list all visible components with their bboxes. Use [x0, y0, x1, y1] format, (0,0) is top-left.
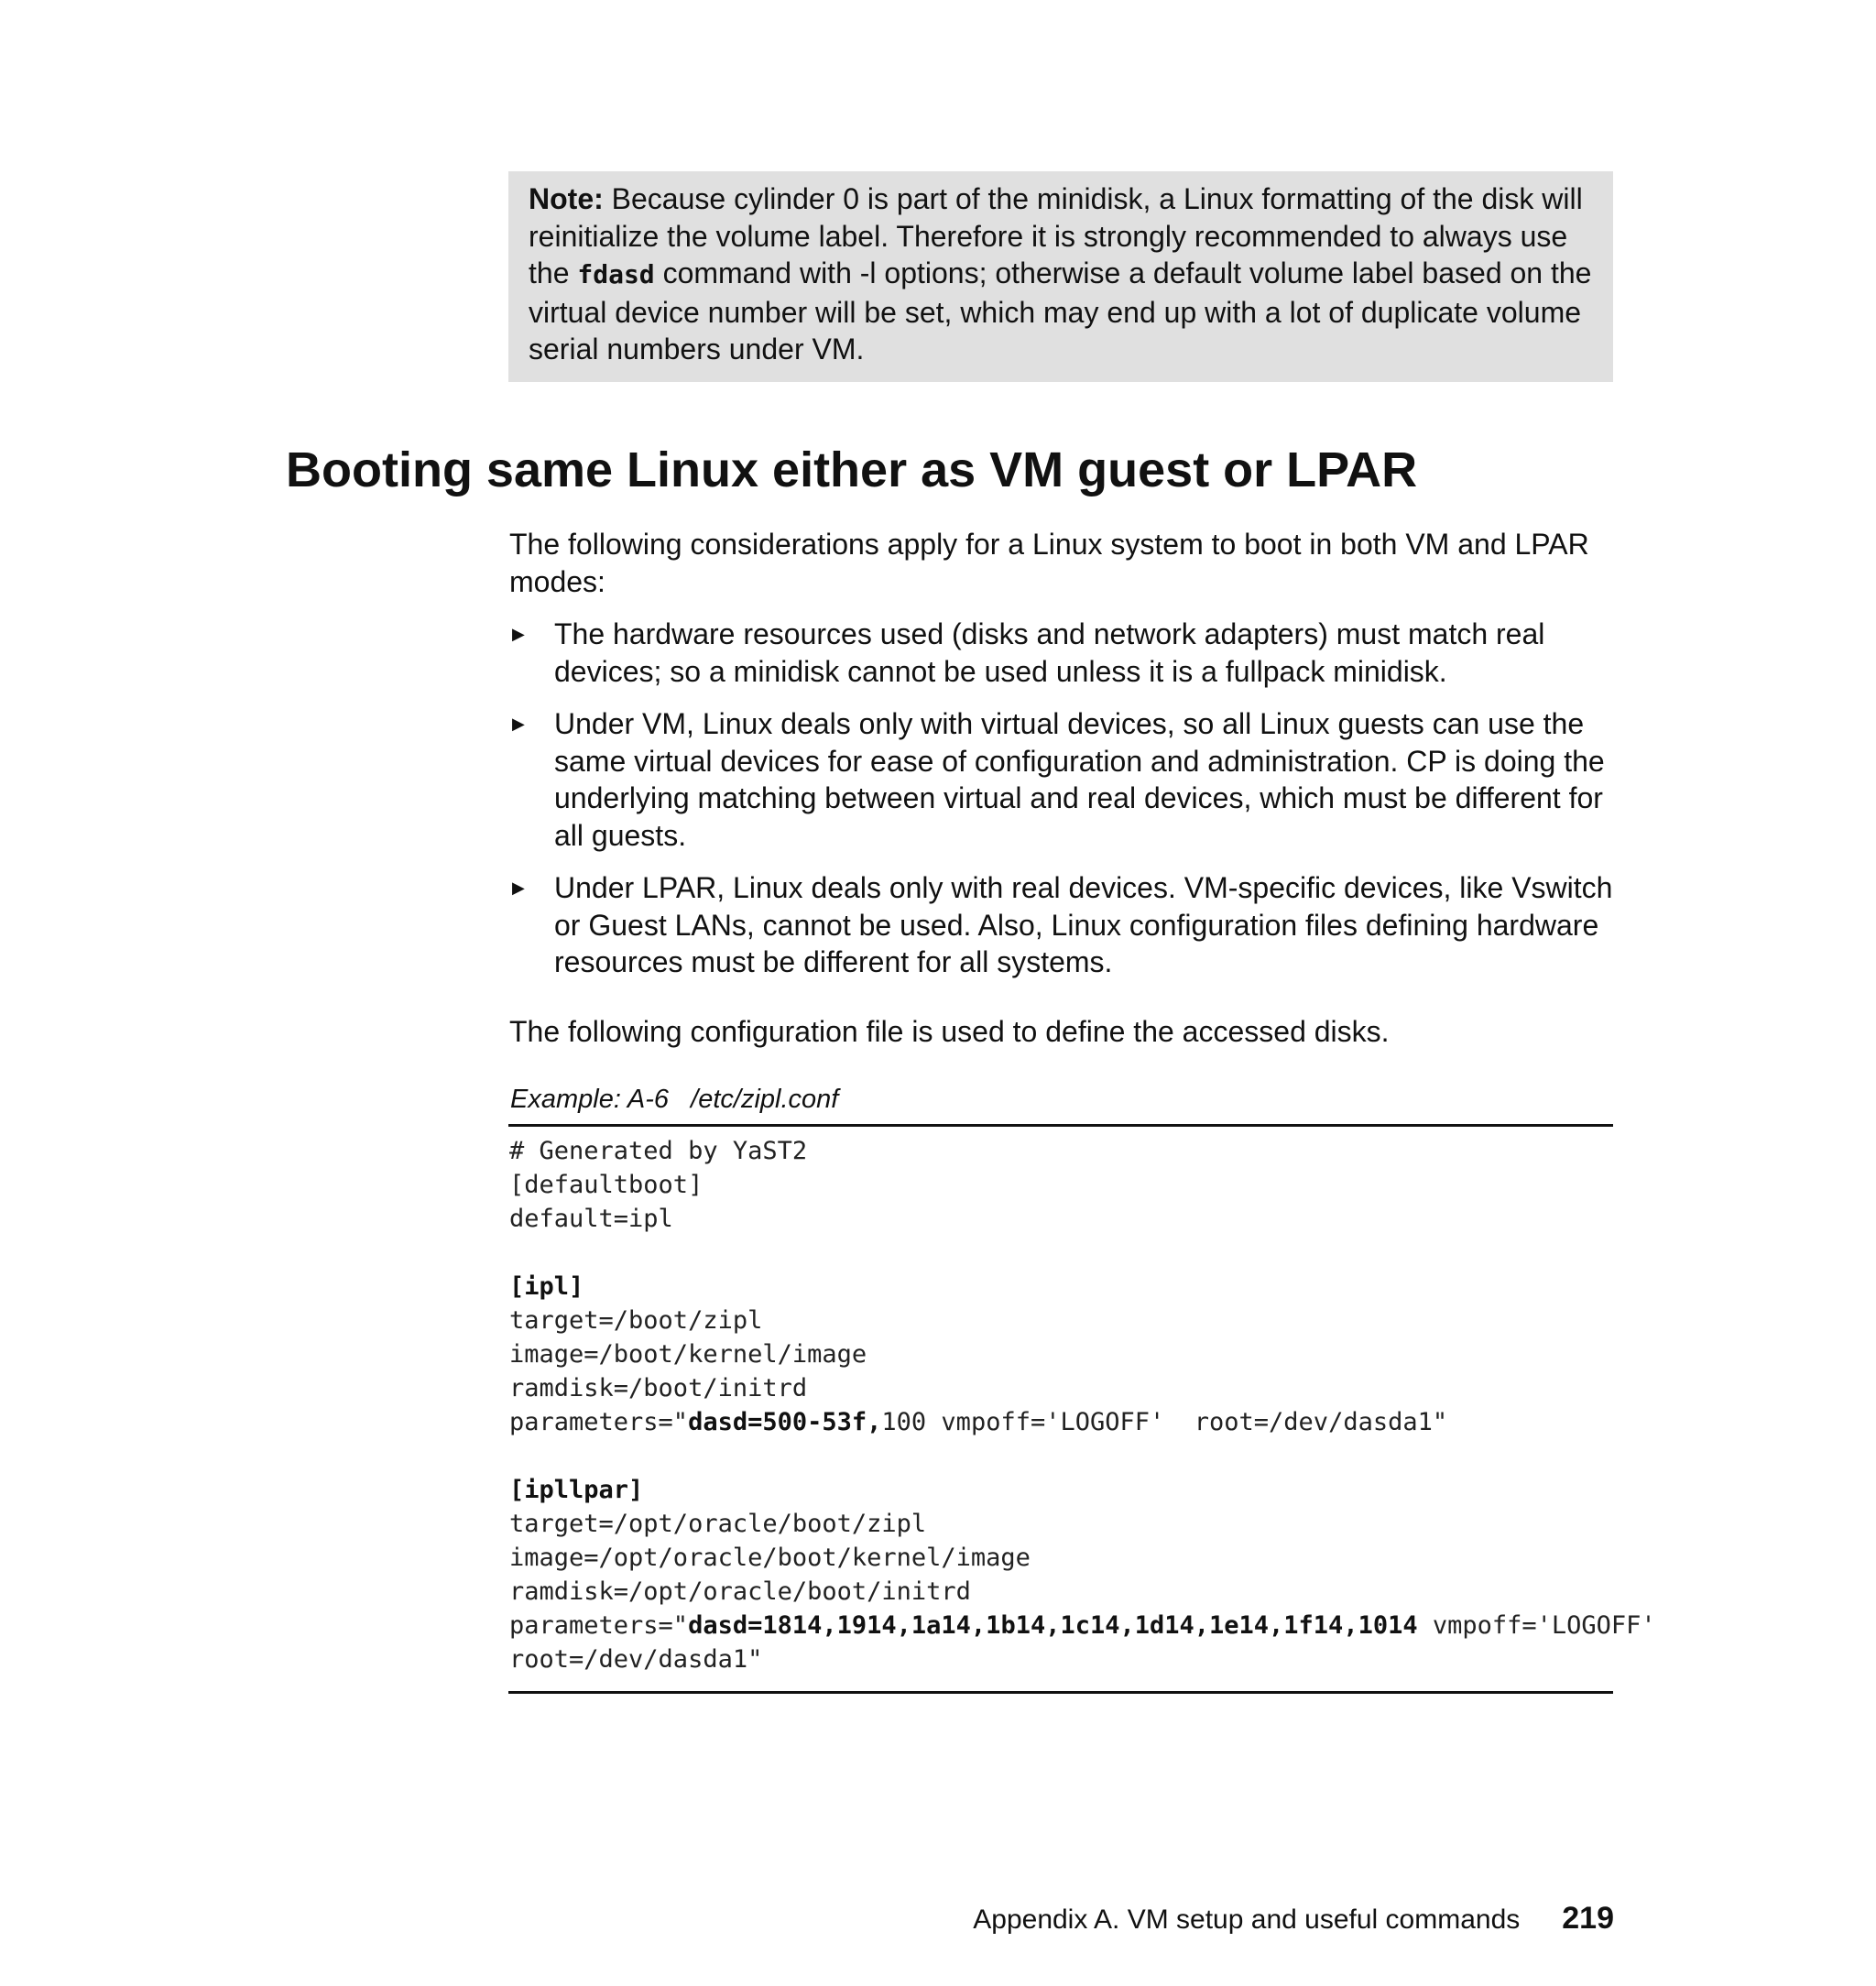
code-line: [ipl] — [509, 1272, 584, 1301]
note-command: fdasd — [577, 259, 655, 289]
note-text-end: command with -l options; otherwise a default volume label based on the virtual device number will be set, which may end up with a lot of duplicate volume serial numbers under VM. — [529, 256, 1592, 366]
code-line: ramdisk=/boot/initrd — [509, 1374, 808, 1402]
note-label: Note: — [529, 182, 604, 215]
code-line: ramdisk=/opt/oracle/boot/initrd — [509, 1577, 971, 1606]
code-line: [ipllpar] — [509, 1476, 644, 1504]
code-line: default=ipl — [509, 1205, 673, 1233]
page-footer — [953, 1900, 1614, 1938]
code-line: # Generated by YaST2 — [509, 1137, 808, 1165]
bullet-arrow-icon: ▶ — [512, 625, 525, 643]
note-box — [508, 171, 1613, 382]
list-item — [509, 705, 1618, 854]
code-fragment: 100 vmpoff='LOGOFF' root=/dev/dasda1" — [881, 1408, 1448, 1436]
list-item — [509, 616, 1618, 690]
example-caption: Example: A-6 /etc/zipl.conf — [510, 1085, 839, 1114]
code-line: image=/boot/kernel/image — [509, 1340, 867, 1369]
code-fragment: parameters=" — [509, 1408, 689, 1436]
note-text-start: Because cylinder 0 is part of the minidisk, a Linux formatting of the disk will reinitialize the volume label. Therefore it is strongly recommended to always use the — [529, 182, 1583, 289]
code-block — [509, 1134, 1656, 1676]
page-number: 219 — [1562, 1901, 1614, 1936]
code-fragment: dasd=500-53f, — [688, 1408, 882, 1436]
bullet-arrow-icon: ▶ — [512, 878, 525, 897]
list-item-text: The hardware resources used (disks and network adapters) must match real devices; so a minidisk cannot be used unless it is a fullpack minidisk. — [554, 617, 1545, 688]
bullet-arrow-icon: ▶ — [512, 715, 525, 733]
code-fragment: vmpoff='LOGOFF' — [1417, 1611, 1656, 1640]
config-intro: The following configuration file is used to define the accessed disks. — [509, 1015, 1390, 1048]
list-item-text: Under VM, Linux deals only with virtual devices, so all Linux guests can use the same virtual devices for ease of configuration and administration. CP is doing the underlying matching between virtual and real devices, which must be different for all guests. — [554, 707, 1605, 852]
code-line: root=/dev/dasda1" — [509, 1645, 763, 1674]
section-heading: Booting same Linux either as VM guest or LPAR — [286, 442, 1418, 497]
list-item — [509, 869, 1618, 981]
consideration-list — [509, 616, 1618, 997]
code-bottom-rule — [508, 1691, 1613, 1694]
code-fragment: parameters=" — [509, 1611, 689, 1640]
code-top-rule — [508, 1124, 1613, 1127]
code-fragment: dasd=1814,1914,1a14,1b14,1c14,1d14,1e14,1f14,1014 — [688, 1611, 1418, 1640]
code-line: target=/opt/oracle/boot/zipl — [509, 1510, 927, 1538]
code-line: [defaultboot] — [509, 1171, 704, 1199]
code-line: target=/boot/zipl — [509, 1306, 763, 1335]
code-line: image=/opt/oracle/boot/kernel/image — [509, 1544, 1031, 1572]
section-intro: The following considerations apply for a Linux system to boot in both VM and LPAR modes: — [509, 528, 1589, 598]
list-item-text: Under LPAR, Linux deals only with real devices. VM-specific devices, like Vswitch or Guest LANs, cannot be used. Also, Linux configuration files defining hardware resources must be different for all systems. — [554, 871, 1613, 978]
footer-chapter: Appendix A. VM setup and useful commands — [973, 1904, 1521, 1935]
